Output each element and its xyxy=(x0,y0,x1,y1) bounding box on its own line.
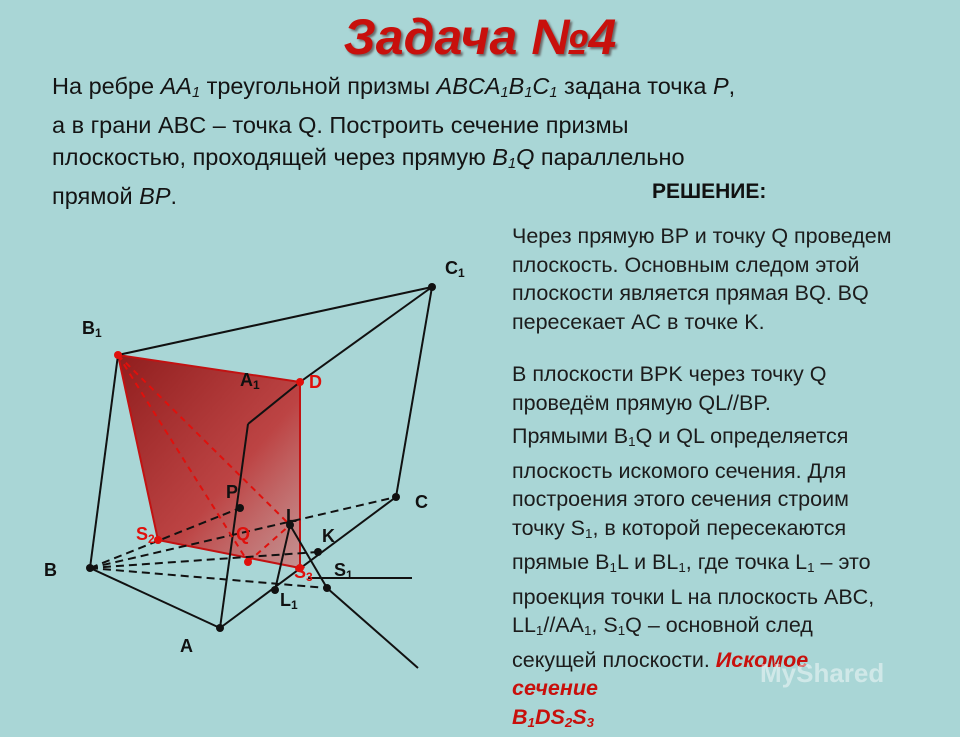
problem-line-2: а в грани ABC – точка Q. Построить сечение призмы xyxy=(52,112,629,138)
label-l1: L1 xyxy=(280,590,298,612)
answer-section-name: $B_1DS_2S_3$ xyxy=(512,704,595,730)
point-k xyxy=(314,548,322,556)
label-k: K xyxy=(322,526,335,546)
solution-paragraph-2: В плоскости BPK через точку Q проведём прямую QL//BP. xyxy=(512,362,827,415)
edge-b1-b xyxy=(90,355,118,568)
label-s3: S3 xyxy=(294,562,313,584)
point-c xyxy=(392,493,400,501)
answer-text: Искомое сечение xyxy=(512,647,809,700)
point-c1 xyxy=(428,283,436,291)
label-s2: S2 xyxy=(136,524,155,546)
label-q: Q xyxy=(236,524,251,544)
solution-paragraph-3: Прямыми $B_1Q$ и QL определяется плоскость искомого сечения. Для построения этого сечения строим точку $S_1$, в которой пересекаются прямые $B_1L$ и $BL_1$, где точка $L_1$ – это проекция точки L на плоскость ABC, $LL_1//AA_1$, $S_1Q$ – основной след секущей плоскости. Искомое сечение $B_1DS_2S_3$ xyxy=(512,424,875,730)
point-d xyxy=(296,378,304,386)
point-l1 xyxy=(271,586,279,594)
label-l: L xyxy=(286,506,297,526)
label-p: P xyxy=(226,482,239,502)
problem-line-4: прямой BP. xyxy=(52,183,178,209)
point-p xyxy=(236,504,244,512)
label-s1: S1 xyxy=(334,560,353,582)
edge-c1-c xyxy=(396,287,432,497)
point-b1 xyxy=(114,351,122,359)
page-title: Задача №4 xyxy=(343,9,617,65)
label-a1: A1 xyxy=(240,370,260,392)
watermark-logo: MyShared xyxy=(760,658,885,688)
label-a: A xyxy=(180,636,193,656)
point-s2 xyxy=(154,536,162,544)
label-c1: C1 xyxy=(445,258,465,280)
point-s1 xyxy=(323,584,331,592)
label-d: D xyxy=(309,372,322,392)
problem-line-3: плоскостью, проходящей через прямую $B_1Q$ параллельно xyxy=(52,144,685,172)
point-q xyxy=(244,558,252,566)
point-b xyxy=(86,564,94,572)
point-a xyxy=(216,624,224,632)
solution-heading: РЕШЕНИЕ: xyxy=(652,180,767,203)
solution-paragraph-1: Через прямую BP и точку Q проведем плоскость. Основным следом этой плоскости является прямая BQ. BQ пересекает AC в точке K. xyxy=(512,224,892,334)
label-b: B xyxy=(44,560,57,580)
label-c: C xyxy=(415,492,428,512)
problem-line-1: На ребре $AA_1$ треугольной призмы $ABCA_1B_1C_1$ задана точка P, xyxy=(52,73,736,101)
label-b1: B1 xyxy=(82,318,102,340)
line-s1-ext xyxy=(327,588,418,668)
